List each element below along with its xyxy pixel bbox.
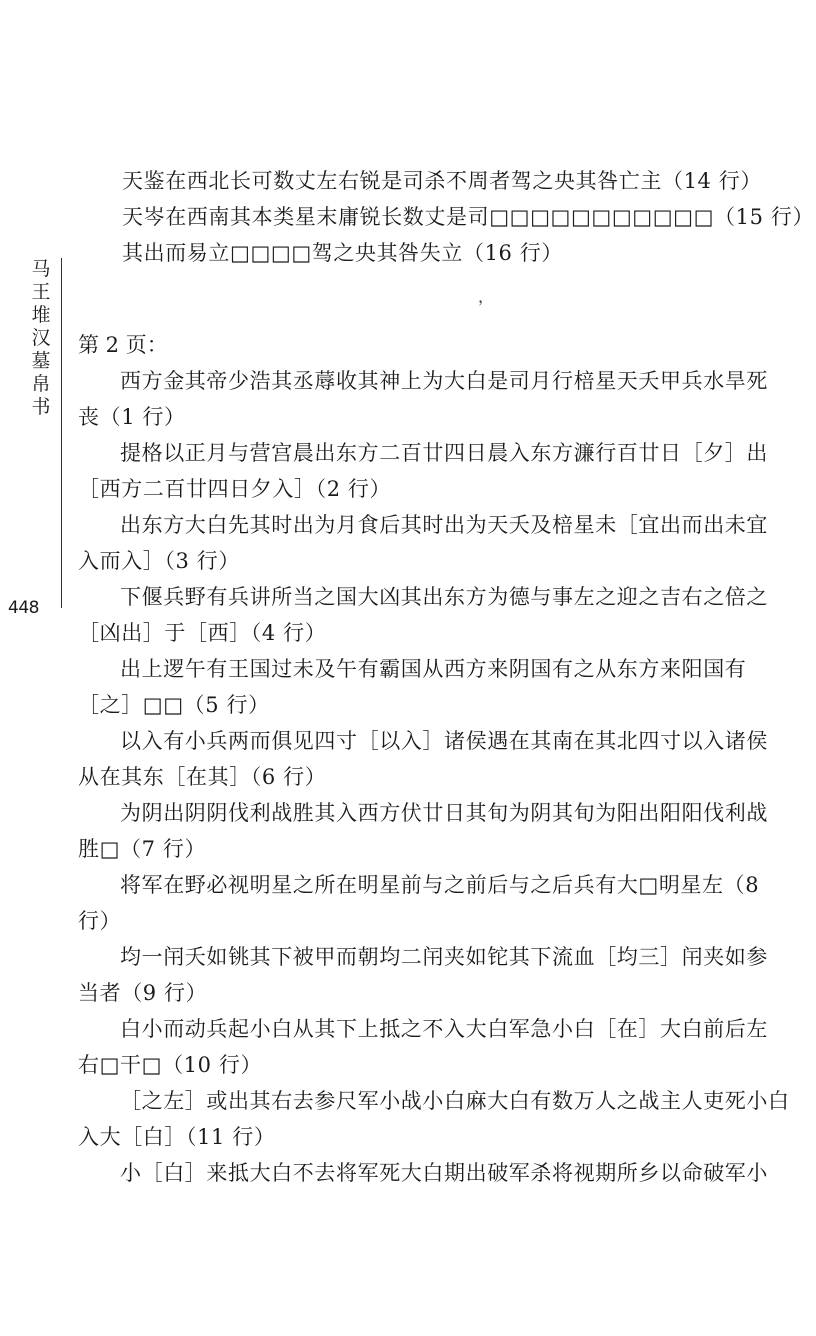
paragraph-2 — [78, 435, 803, 507]
paragraph-line: 提格以正月与营宫晨出东方二百廿四日晨入东方濂行百廿日［夕］出 — [120, 441, 768, 465]
paragraph-12 — [78, 1155, 803, 1191]
paragraph-6 — [78, 723, 803, 795]
text-line-16: 其出而易立□□□□驾之央其咎失立（16 行） — [122, 241, 563, 265]
side-book-title: 马王堆汉墓帛书 — [31, 258, 51, 418]
paragraph-line: 胜□（7 行） — [78, 837, 207, 861]
paragraph-line: 下偃兵野有兵讲所当之国大凶其出东方为德与事左之迎之吉右之倍之 — [120, 585, 768, 609]
paragraph-line: 小［白］来抵大白不去将军死大白期出破军杀将视期所乡以命破军小 — [120, 1161, 768, 1185]
paragraph-line: ［之］□□（5 行） — [78, 693, 270, 717]
paragraph-line: 白小而动兵起小白从其下上抵之不入大白军急小白［在］大白前后左 — [120, 1017, 768, 1041]
paragraph-8 — [78, 867, 803, 939]
paragraph-10 — [78, 1011, 803, 1083]
top-block — [78, 163, 815, 271]
paragraph-line: 出上逻午有王国过未及午有霸国从西方来阴国有之从东方来阳国有 — [120, 657, 747, 681]
paragraph-line: ［之左］或出其右去参尺军小战小白麻大白有数万人之战主人吏死小白 — [120, 1089, 790, 1113]
paragraph-line: 丧（1 行） — [78, 405, 186, 429]
paragraph-line: 为阴出阴阴伐利战胜其入西方伏廿日其旬为阴其旬为阳出阳阳伐利战 — [120, 801, 768, 825]
paragraph-line: 从在其东［在其］（6 行） — [78, 765, 327, 789]
ink-mark: ， — [478, 287, 495, 306]
paragraph-line: 以入有小兵两而俱见四寸［以入］诸侯遇在其南在其北四寸以入诸侯 — [120, 729, 768, 753]
main-text — [78, 163, 815, 1191]
paragraph-5 — [78, 651, 803, 723]
text-line-14: 天鉴在西北长可数丈左右锐是司杀不周者驾之央其咎亡主（14 行） — [122, 169, 762, 193]
paragraph-11 — [78, 1083, 803, 1155]
paragraph-line: 右□干□（10 行） — [78, 1053, 263, 1077]
paragraph-line: 当者（9 行） — [78, 981, 208, 1005]
paragraph-line: 将军在野必视明星之所在明星前与之前后与之后兵有大□明星左（8 — [120, 873, 760, 897]
paragraph-line: 入而入］（3 行） — [78, 549, 240, 573]
paragraph-4 — [78, 579, 803, 651]
page-number: 448 — [8, 598, 39, 618]
paragraph-line: ［西方二百廿四日夕入］（2 行） — [78, 477, 392, 501]
paragraph-3 — [78, 507, 803, 579]
paragraph-1 — [78, 363, 803, 435]
page-label: 第 2 页： — [78, 333, 168, 357]
side-divider — [61, 258, 62, 608]
paragraph-line: 行） — [78, 909, 122, 933]
text-line-15: 天岑在西南其本类星末庸锐长数丈是司□□□□□□□□□□□（15 行） — [122, 205, 815, 229]
paragraph-line: 西方金其帝少浩其丞蓐收其神上为大白是司月行棓星天夭甲兵水旱死 — [120, 369, 768, 393]
paragraph-7 — [78, 795, 803, 867]
paragraph-9 — [78, 939, 803, 1011]
paragraph-line: ［凶出］于［西］（4 行） — [78, 621, 327, 645]
paragraph-line: 均一闬夭如铫其下被甲而朝均二闬夹如铊其下流血［均三］闬夹如参 — [120, 945, 768, 969]
paragraph-line: 出东方大白先其时出为月食后其时出为天夭及棓星未［宜出而出未宜 — [120, 513, 768, 537]
paragraph-line: 入大［白］（11 行） — [78, 1125, 276, 1149]
